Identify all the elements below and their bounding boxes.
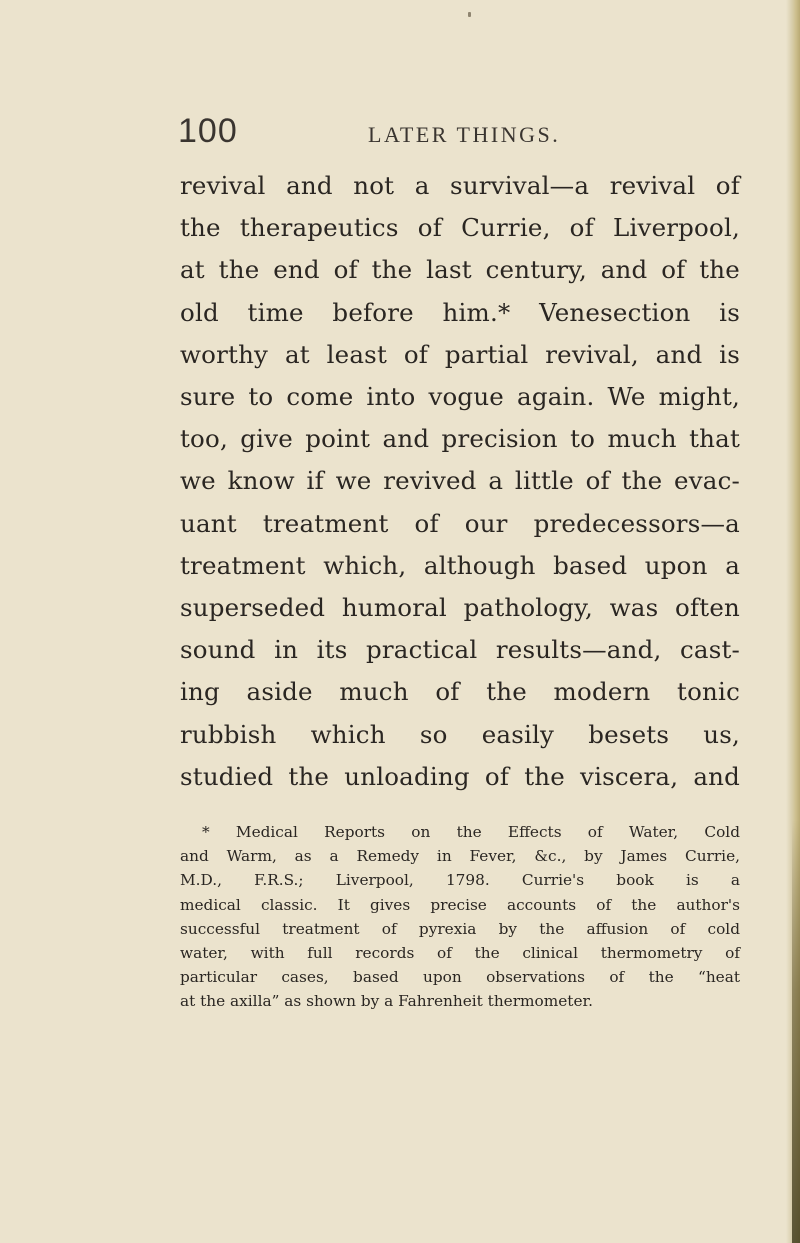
body-line: superseded humoral pathology, was often [180,593,740,623]
footnote-line: * Medical Reports on the Effects of Water, Cold [202,823,740,841]
page-edge-discoloration [792,820,800,1243]
body-line: rubbish which so easily besets us, [180,719,740,749]
body-line: worthy at least of partial revival, and is [180,339,740,369]
footnote-line: successful treatment of pyrexia by the affusion of cold [180,919,740,938]
body-line: treatment which, although based upon a [180,550,740,580]
body-line: sure to come into vogue again. We might, [180,382,740,412]
body-line: at the end of the last century, and of the [180,255,740,285]
footnote-line: medical classic. It gives precise accounts of the author's [180,895,740,914]
footnote-line: at the axilla” as shown by a Fahrenheit thermometer. [180,992,594,1011]
body-line: revival and not a survival—a revival of [180,171,740,200]
footnote-line: and Warm, as a Remedy in Fever, &c., by James Currie, [180,847,740,866]
page-header [178,112,738,162]
body-line: the therapeutics of Currie, of Liverpool, [180,213,740,243]
footnote-line: water, with full records of the clinical thermometry of [180,944,740,963]
body-paragraph [180,165,740,798]
body-line: sound in its practical results—and, cast- [180,635,740,665]
running-head: LATER THINGS. [368,122,561,147]
body-line: old time before him.* Venesection is [180,297,740,327]
body-line: studied the unloading of the viscera, and [180,761,740,791]
footnote [180,820,740,1014]
body-line: uant treatment of our predecessors—a [180,508,740,538]
footnote-line: particular cases, based upon observations of the “heat [180,968,740,987]
page-number: 100 [178,112,238,150]
body-line: too, give point and precision to much that [180,424,740,454]
ink-speck [468,12,471,17]
footnote-line: M.D., F.R.S.; Liverpool, 1798. Currie's book is a [180,871,740,890]
body-line: we know if we revived a little of the evac- [180,466,740,496]
body-line: ing aside much of the modern tonic [180,677,740,707]
